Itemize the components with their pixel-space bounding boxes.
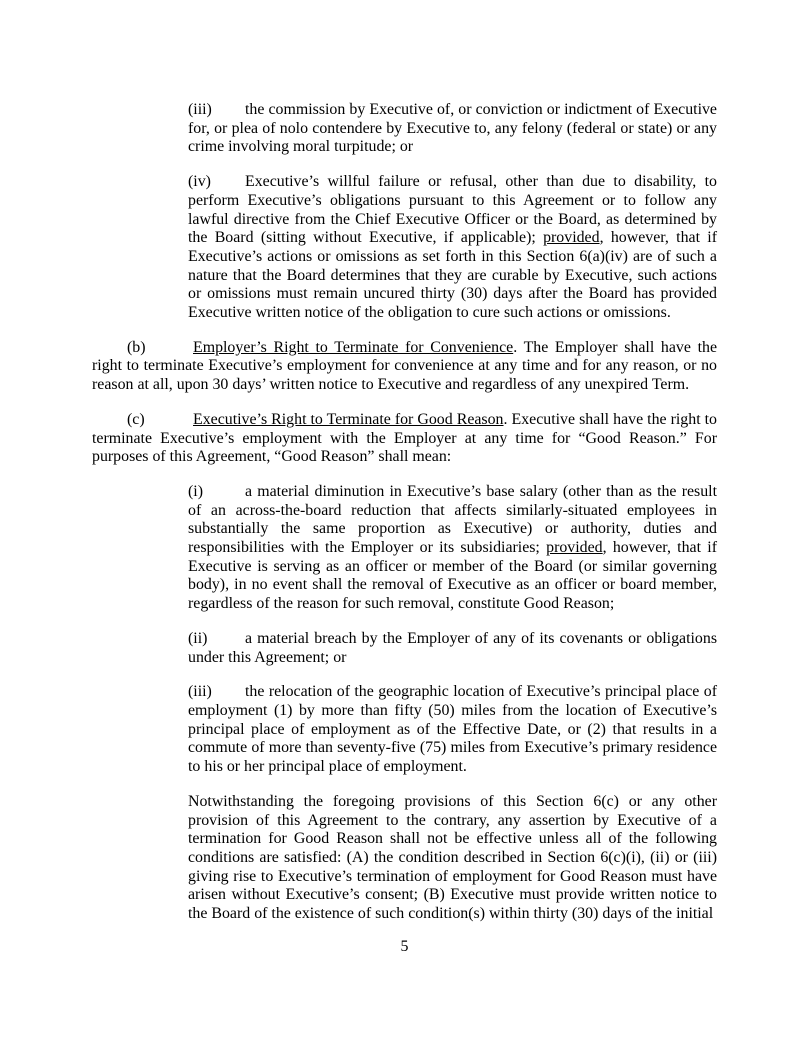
document-content: [92, 101, 717, 940]
section-number: (b): [127, 338, 146, 356]
section-heading: Executive’s Right to Terminate for Good Reason: [193, 410, 504, 428]
clause-6c-iii: [188, 683, 717, 777]
section-6b: [92, 339, 717, 395]
clause-6a-iv: [188, 173, 717, 323]
clause-6c-ii: [188, 630, 717, 667]
section-heading: Employer’s Right to Terminate for Convenience: [193, 338, 514, 356]
section-text: . The Employer shall have the right to terminate Executive’s employment for convenience at any time and for any reason, or no reason at all, upon 30 days’ written notice to Executive and regardless of any unexpired Term.: [92, 338, 717, 394]
clause-text: Executive’s willful failure or refusal, other than due to disability, to perform Executive’s obligations pursuant to this Agreement or to follow any lawful directive from the Chief Executive Officer or the Board, as determined by the Board (sitting without Executive, if applicable);: [188, 173, 717, 247]
clause-text: the commission by Executive of, or conviction or indictment of Executive for, or plea of nolo contendere by Executive to, any felony (federal or state) or any crime involving moral turpitude; or: [188, 101, 717, 156]
clause-text: the relocation of the geographic location of Executive’s principal place of employment (1) by more than fifty (50) miles from the location of Executive’s principal place of employment as of the Effective Date, or (2) that results in a commute of more than seventy-five (75) miles from Executive’s primary residence to his or her principal place of employment.: [188, 683, 717, 776]
clause-number: (iii): [188, 683, 212, 701]
underlined-term: provided: [543, 229, 600, 247]
clause-text: a material breach by the Employer of any of its covenants or obligations under this Agreement; or: [188, 629, 717, 666]
clause-text: , however, that if Executive’s actions or omissions as set forth in this Section 6(a)(iv) are of such a nature that the Board determines that they are curable by Executive, such actions or omissions must remain uncured thirty (30) days after the Board has provided Executive written notice of the obligation to cure such actions or omissions.: [188, 229, 717, 322]
section-text: . Executive shall have the right to terminate Executive’s employment with the Employer at any time for “Good Reason.” For purposes of this Agreement, “Good Reason” shall mean:: [92, 410, 717, 466]
clause-6a-iii: [188, 101, 717, 157]
underlined-term: provided: [546, 539, 603, 557]
clause-number: (iv): [188, 173, 211, 191]
clause-6c-i: [188, 483, 717, 614]
paragraph-text: Notwithstanding the foregoing provisions of this Section 6(c) or any other provision of this Agreement to the contrary, any assertion by Executive of a termination for Good Reason shall not be effective unless all of the following conditions are satisfied: (A) the condition described in Section 6(c)(i), (ii) or (iii) giving rise to Executive’s termination of employment for Good Reason must have arisen without Executive’s consent; (B) Executive must provide written notice to the Board of the existence of such condition(s) within thirty (30) days of the initial: [188, 792, 717, 923]
paragraph-notwithstanding: [188, 793, 717, 924]
clause-number: (iii): [188, 101, 212, 118]
clause-number: (i): [188, 482, 203, 500]
page-number: 5: [400, 938, 409, 955]
clause-text: , however, that if Executive is serving as an officer or member of the Board (or similar governing body), in no event shall the removal of Executive as an officer or board member, regardless of the reason for such removal, constitute Good Reason;: [188, 539, 717, 613]
section-number: (c): [127, 410, 145, 428]
clause-number: (ii): [188, 629, 208, 647]
section-6c: [92, 411, 717, 467]
clause-text: a material diminution in Executive’s base salary (other than as the result of an across-the-board reduction that affects similarly-situated employees in substantially the same proportion as Executive) or authority, duties and responsibilities with the Employer or its subsidiaries;: [188, 482, 717, 557]
